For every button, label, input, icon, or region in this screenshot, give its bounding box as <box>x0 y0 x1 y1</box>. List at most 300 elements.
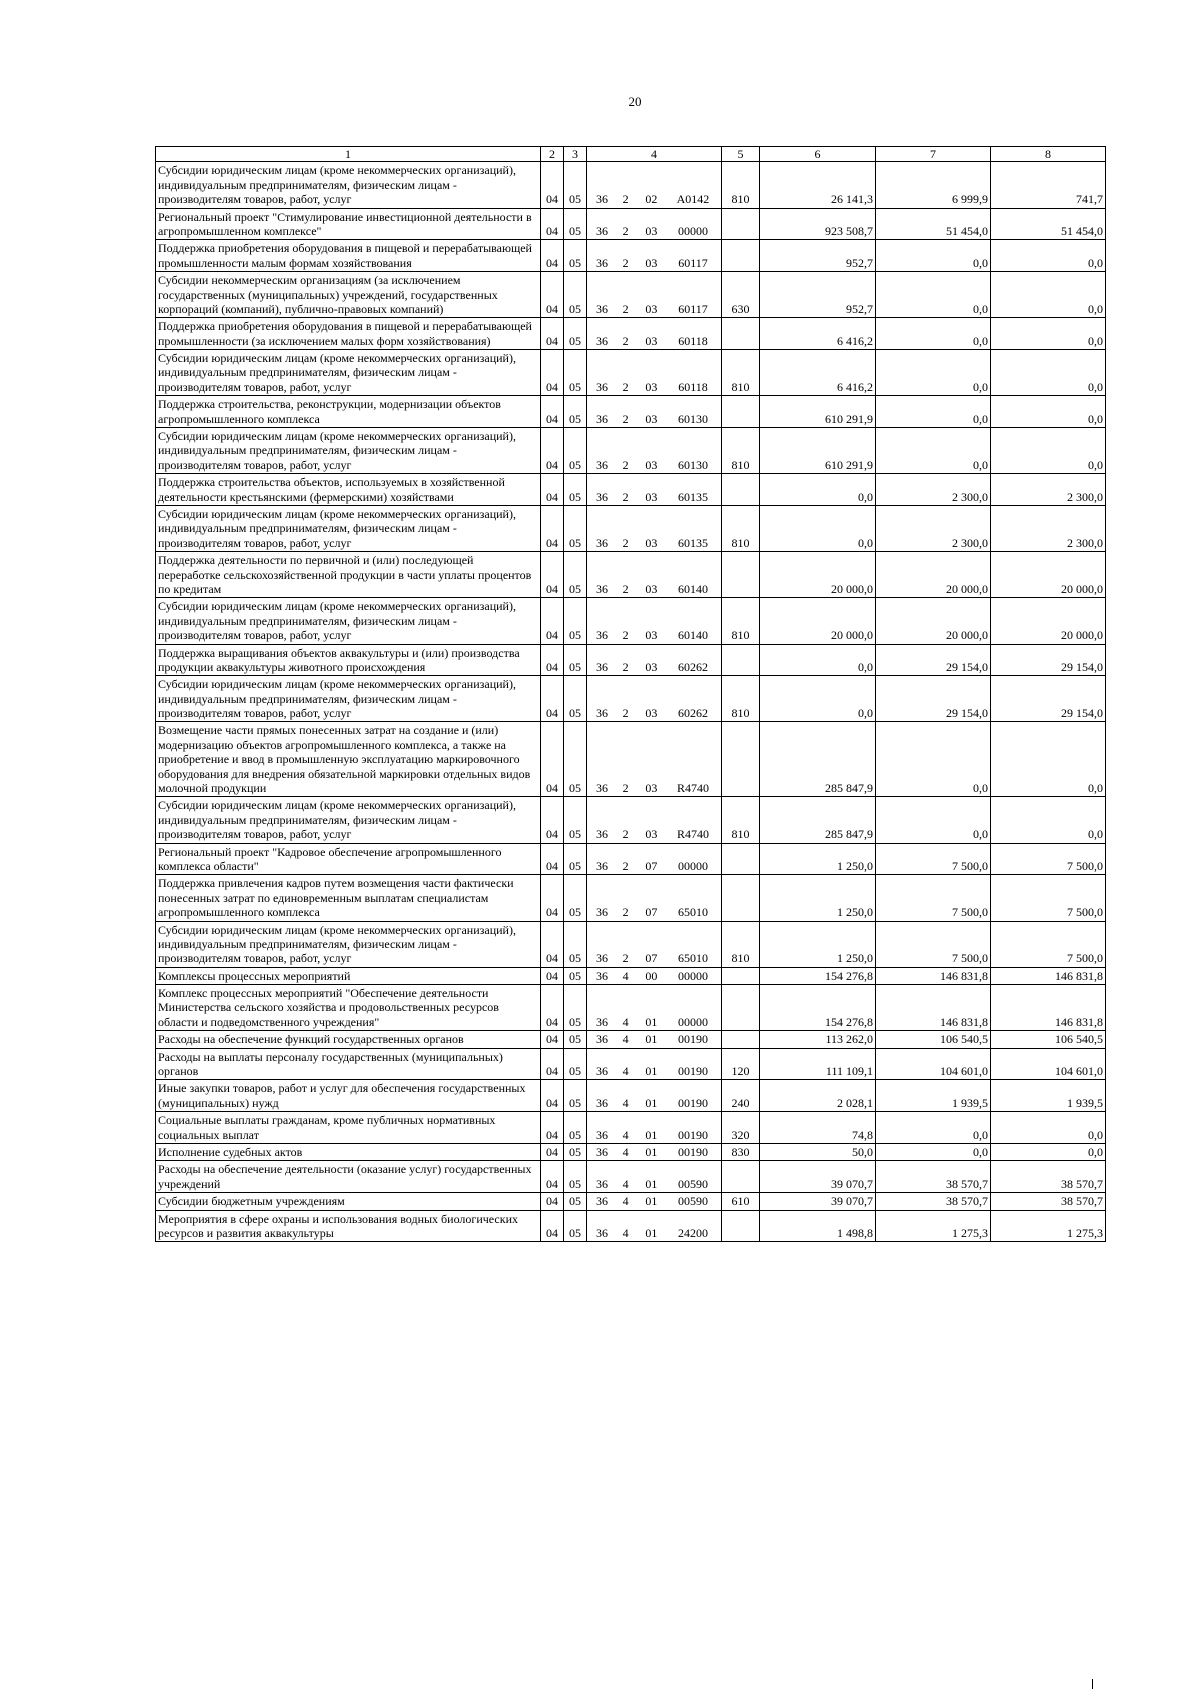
row-name: Социальные выплаты гражданам, кроме публичных нормативных социальных выплат <box>156 1112 541 1144</box>
row-expense-type: 810 <box>722 598 760 644</box>
row-subsection-code: 05 <box>564 208 587 240</box>
row-article-part: 00 <box>645 968 658 983</box>
row-name: Поддержка строительства объектов, используемых в хозяйственной деятельности крестьянскими (фермерскими) хозяйствами <box>156 474 541 506</box>
table-row <box>156 875 1106 921</box>
row-amount-col7: 146 831,8 <box>876 967 991 984</box>
row-article-part: 00590 <box>677 1194 708 1209</box>
row-amount-col6: 39 070,7 <box>760 1193 876 1210</box>
row-article-part: 36 <box>596 951 608 966</box>
table-row <box>156 1112 1106 1144</box>
row-section-code: 04 <box>541 350 564 396</box>
row-section-code: 04 <box>541 272 564 318</box>
row-expense-type: 810 <box>722 676 760 722</box>
row-subsection-code: 05 <box>564 272 587 318</box>
row-name: Поддержка деятельности по первичной и (или) последующей переработке сельскохозяйственной продукции в части уплаты процентов по кредитам <box>156 552 541 598</box>
row-article-part: 2 <box>622 333 629 348</box>
row-amount-col7: 0,0 <box>876 797 991 843</box>
row-target-article <box>587 1144 722 1161</box>
row-amount-col7: 104 601,0 <box>876 1048 991 1080</box>
row-article-part: 00190 <box>677 1145 708 1159</box>
budget-table <box>155 146 1106 1242</box>
row-amount-col7: 106 540,5 <box>876 1031 991 1048</box>
row-expense-type <box>722 967 760 984</box>
table-row <box>156 318 1106 350</box>
row-article-part: 4 <box>622 1095 629 1110</box>
row-article-part: 03 <box>645 706 658 721</box>
row-expense-type <box>722 875 760 921</box>
row-amount-col6: 26 141,3 <box>760 162 876 208</box>
row-target-article <box>587 162 722 208</box>
row-amount-col8: 29 154,0 <box>991 644 1106 676</box>
row-amount-col8: 0,0 <box>991 350 1106 396</box>
row-article-part: 01 <box>645 1064 658 1079</box>
row-amount-col6: 952,7 <box>760 240 876 272</box>
row-article-part: 36 <box>596 581 608 596</box>
row-name: Поддержка привлечения кадров путем возмещения части фактически понесенных затрат по единовременным выплатам специалистам агропромышленного комплекса <box>156 875 541 921</box>
row-article-part: 2 <box>622 827 629 842</box>
row-target-article <box>587 1080 722 1112</box>
row-amount-col7: 7 500,0 <box>876 921 991 967</box>
row-amount-col7: 2 300,0 <box>876 505 991 551</box>
row-section-code: 04 <box>541 598 564 644</box>
row-name: Региональный проект "Кадровое обеспечение агропромышленного комплекса области" <box>156 843 541 875</box>
row-name: Субсидии юридическим лицам (кроме некоммерческих организаций), индивидуальным предпринимателям, физическим лицам - производителям товаров, работ, услуг <box>156 505 541 551</box>
page-number: 20 <box>628 94 642 109</box>
row-amount-col8: 0,0 <box>991 318 1106 350</box>
row-expense-type <box>722 843 760 875</box>
row-amount-col6: 6 416,2 <box>760 318 876 350</box>
row-section-code: 04 <box>541 722 564 797</box>
table-row <box>156 1144 1106 1161</box>
row-article-part: 2 <box>622 858 629 873</box>
row-article-part: 36 <box>596 1064 608 1079</box>
row-subsection-code: 05 <box>564 1112 587 1144</box>
row-amount-col6: 111 109,1 <box>760 1048 876 1080</box>
row-amount-col6: 0,0 <box>760 644 876 676</box>
row-amount-col7: 2 300,0 <box>876 474 991 506</box>
row-subsection-code: 05 <box>564 428 587 474</box>
row-section-code: 04 <box>541 1031 564 1048</box>
row-article-part: 01 <box>645 1014 658 1029</box>
row-article-part: 60140 <box>677 628 708 643</box>
row-amount-col7: 0,0 <box>876 1112 991 1144</box>
row-article-part: 36 <box>596 535 608 550</box>
row-name: Субсидии юридическим лицам (кроме некоммерческих организаций), индивидуальным предпринимателям, физическим лицам - производителям товаров, работ, услуг <box>156 598 541 644</box>
row-article-part: 00190 <box>677 1095 708 1110</box>
row-article-part: 03 <box>645 379 658 394</box>
row-amount-col7: 38 570,7 <box>876 1161 991 1193</box>
row-article-part: 01 <box>645 1145 658 1159</box>
row-amount-col6: 6 416,2 <box>760 350 876 396</box>
row-section-code: 04 <box>541 318 564 350</box>
row-article-part: 2 <box>622 457 629 472</box>
row-article-part: 01 <box>645 1194 658 1209</box>
row-amount-col6: 20 000,0 <box>760 598 876 644</box>
row-target-article <box>587 1161 722 1193</box>
row-article-part: 01 <box>645 1032 658 1047</box>
row-amount-col8: 38 570,7 <box>991 1161 1106 1193</box>
row-article-part: 03 <box>645 659 658 674</box>
row-article-part: 4 <box>622 1014 629 1029</box>
row-article-part: 02 <box>645 192 658 207</box>
row-expense-type: 120 <box>722 1048 760 1080</box>
row-section-code: 04 <box>541 797 564 843</box>
row-target-article <box>587 350 722 396</box>
row-article-part: 4 <box>622 1194 629 1209</box>
row-target-article <box>587 318 722 350</box>
row-article-part: 03 <box>645 411 658 426</box>
row-article-part: 01 <box>645 1095 658 1110</box>
row-article-part: R4740 <box>676 781 709 796</box>
row-subsection-code: 05 <box>564 1048 587 1080</box>
row-amount-col6: 610 291,9 <box>760 428 876 474</box>
row-name: Поддержка приобретения оборудования в пищевой и перерабатывающей промышленности малым формам хозяйствования <box>156 240 541 272</box>
row-amount-col6: 154 276,8 <box>760 967 876 984</box>
row-amount-col8: 0,0 <box>991 272 1106 318</box>
table-row <box>156 208 1106 240</box>
column-header: 3 <box>564 147 587 162</box>
row-target-article <box>587 1112 722 1144</box>
row-amount-col6: 1 498,8 <box>760 1210 876 1242</box>
row-name: Комплексы процессных мероприятий <box>156 967 541 984</box>
row-amount-col8: 38 570,7 <box>991 1193 1106 1210</box>
row-expense-type <box>722 318 760 350</box>
row-amount-col6: 50,0 <box>760 1144 876 1161</box>
row-expense-type <box>722 474 760 506</box>
row-amount-col8: 0,0 <box>991 428 1106 474</box>
row-target-article <box>587 1031 722 1048</box>
column-header: 6 <box>760 147 876 162</box>
row-amount-col8: 741,7 <box>991 162 1106 208</box>
table-row <box>156 1210 1106 1242</box>
column-header: 7 <box>876 147 991 162</box>
table-row <box>156 1161 1106 1193</box>
row-target-article <box>587 722 722 797</box>
row-section-code: 04 <box>541 644 564 676</box>
row-article-part: 36 <box>596 659 608 674</box>
column-header: 5 <box>722 147 760 162</box>
row-article-part: 36 <box>596 489 608 504</box>
row-article-part: 4 <box>622 1064 629 1079</box>
row-subsection-code: 05 <box>564 162 587 208</box>
row-subsection-code: 05 <box>564 921 587 967</box>
row-section-code: 04 <box>541 1112 564 1144</box>
row-name: Комплекс процессных мероприятий "Обеспечение деятельности Министерства сельского хозяйства и продовольственных ресурсов области и подведомственного учреждения" <box>156 985 541 1031</box>
row-article-part: 00000 <box>677 223 708 238</box>
row-article-part: 03 <box>645 301 658 316</box>
row-section-code: 04 <box>541 552 564 598</box>
row-article-part: 00000 <box>677 858 708 873</box>
row-amount-col7: 6 999,9 <box>876 162 991 208</box>
row-article-part: 60135 <box>677 535 708 550</box>
row-amount-col7: 0,0 <box>876 428 991 474</box>
row-subsection-code: 05 <box>564 797 587 843</box>
row-name: Поддержка приобретения оборудования в пищевой и перерабатывающей промышленности (за исключением малых форм хозяйствования) <box>156 318 541 350</box>
row-target-article <box>587 644 722 676</box>
row-target-article <box>587 875 722 921</box>
row-article-part: 36 <box>596 827 608 842</box>
table-row <box>156 676 1106 722</box>
row-article-part: 00000 <box>677 968 708 983</box>
row-article-part: 01 <box>645 1225 658 1240</box>
row-article-part: 2 <box>622 489 629 504</box>
row-target-article <box>587 1193 722 1210</box>
row-amount-col8: 146 831,8 <box>991 967 1106 984</box>
row-article-part: 36 <box>596 255 608 270</box>
row-article-part: 2 <box>622 905 629 920</box>
table-row <box>156 797 1106 843</box>
row-amount-col6: 0,0 <box>760 505 876 551</box>
row-article-part: 2 <box>622 535 629 550</box>
row-amount-col8: 0,0 <box>991 797 1106 843</box>
table-row <box>156 505 1106 551</box>
table-row <box>156 1193 1106 1210</box>
row-expense-type <box>722 1031 760 1048</box>
row-article-part: 36 <box>596 457 608 472</box>
row-amount-col7: 20 000,0 <box>876 598 991 644</box>
row-amount-col7: 1 275,3 <box>876 1210 991 1242</box>
row-amount-col6: 0,0 <box>760 474 876 506</box>
table-row <box>156 162 1106 208</box>
row-name: Расходы на выплаты персоналу государственных (муниципальных) органов <box>156 1048 541 1080</box>
row-article-part: 03 <box>645 489 658 504</box>
row-amount-col6: 39 070,7 <box>760 1161 876 1193</box>
row-expense-type: 810 <box>722 350 760 396</box>
row-target-article <box>587 240 722 272</box>
row-amount-col8: 20 000,0 <box>991 598 1106 644</box>
row-article-part: 60118 <box>678 333 708 348</box>
row-article-part: 65010 <box>677 951 708 966</box>
row-expense-type <box>722 644 760 676</box>
row-expense-type <box>722 240 760 272</box>
row-article-part: 03 <box>645 255 658 270</box>
row-article-part: 36 <box>596 1014 608 1029</box>
row-name: Субсидии некоммерческим организациям (за исключением государственных (муниципальных) учреждений, государственных корпораций (компаний), публично-правовых компаний) <box>156 272 541 318</box>
row-article-part: 36 <box>596 905 608 920</box>
column-header: 8 <box>991 147 1106 162</box>
row-article-part: 03 <box>645 457 658 472</box>
row-article-part: 00190 <box>677 1032 708 1047</box>
row-amount-col8: 20 000,0 <box>991 552 1106 598</box>
row-target-article <box>587 208 722 240</box>
row-amount-col6: 1 250,0 <box>760 921 876 967</box>
row-name: Субсидии юридическим лицам (кроме некоммерческих организаций), индивидуальным предпринимателям, физическим лицам - производителям товаров, работ, услуг <box>156 921 541 967</box>
row-article-part: 60140 <box>677 581 708 596</box>
table-row <box>156 272 1106 318</box>
row-amount-col8: 0,0 <box>991 722 1106 797</box>
row-article-part: 4 <box>622 1145 629 1159</box>
row-article-part: 03 <box>645 827 658 842</box>
scan-mark <box>1092 1679 1093 1689</box>
row-article-part: 36 <box>596 1145 608 1159</box>
row-article-part: 4 <box>622 968 629 983</box>
row-name: Субсидии юридическим лицам (кроме некоммерческих организаций), индивидуальным предпринимателям, физическим лицам - производителям товаров, работ, услуг <box>156 428 541 474</box>
row-target-article <box>587 272 722 318</box>
row-target-article <box>587 843 722 875</box>
row-target-article <box>587 396 722 428</box>
row-target-article <box>587 598 722 644</box>
row-target-article <box>587 676 722 722</box>
row-subsection-code: 05 <box>564 967 587 984</box>
row-amount-col8: 0,0 <box>991 396 1106 428</box>
row-amount-col8: 29 154,0 <box>991 676 1106 722</box>
row-expense-type <box>722 722 760 797</box>
row-subsection-code: 05 <box>564 240 587 272</box>
row-amount-col8: 0,0 <box>991 1112 1106 1144</box>
row-name: Региональный проект "Стимулирование инвестиционной деятельности в агропромышленном комплексе" <box>156 208 541 240</box>
row-target-article <box>587 797 722 843</box>
row-article-part: 01 <box>645 1176 658 1191</box>
row-amount-col7: 51 454,0 <box>876 208 991 240</box>
table-header-row <box>156 147 1106 162</box>
row-article-part: 36 <box>596 333 608 348</box>
row-expense-type: 630 <box>722 272 760 318</box>
row-article-part: 4 <box>622 1225 629 1240</box>
column-header: 2 <box>541 147 564 162</box>
table-row <box>156 552 1106 598</box>
row-article-part: 00590 <box>677 1176 708 1191</box>
row-article-part: 65010 <box>677 905 708 920</box>
row-article-part: 2 <box>622 781 629 796</box>
row-article-part: 2 <box>622 951 629 966</box>
row-article-part: А0142 <box>676 192 710 207</box>
row-amount-col8: 1 275,3 <box>991 1210 1106 1242</box>
row-section-code: 04 <box>541 162 564 208</box>
row-article-part: 36 <box>596 192 608 207</box>
table-row <box>156 644 1106 676</box>
table-row <box>156 985 1106 1031</box>
row-article-part: 36 <box>596 858 608 873</box>
row-name: Поддержка выращивания объектов аквакультуры и (или) производства продукции аквакультуры животного происхождения <box>156 644 541 676</box>
row-section-code: 04 <box>541 1161 564 1193</box>
row-amount-col8: 0,0 <box>991 1144 1106 1161</box>
row-subsection-code: 05 <box>564 350 587 396</box>
row-section-code: 04 <box>541 967 564 984</box>
row-article-part: 4 <box>622 1176 629 1191</box>
row-article-part: 2 <box>622 301 629 316</box>
row-article-part: 60262 <box>677 706 708 721</box>
row-section-code: 04 <box>541 505 564 551</box>
row-amount-col6: 610 291,9 <box>760 396 876 428</box>
row-article-part: 03 <box>645 535 658 550</box>
row-subsection-code: 05 <box>564 843 587 875</box>
row-subsection-code: 05 <box>564 505 587 551</box>
row-expense-type: 810 <box>722 921 760 967</box>
row-amount-col8: 51 454,0 <box>991 208 1106 240</box>
row-name: Расходы на обеспечение функций государственных органов <box>156 1031 541 1048</box>
row-article-part: 36 <box>596 379 608 394</box>
row-amount-col6: 74,8 <box>760 1112 876 1144</box>
row-section-code: 04 <box>541 676 564 722</box>
row-name: Иные закупки товаров, работ и услуг для обеспечения государственных (муниципальных) нужд <box>156 1080 541 1112</box>
row-amount-col7: 146 831,8 <box>876 985 991 1031</box>
row-article-part: 03 <box>645 581 658 596</box>
table-row <box>156 722 1106 797</box>
row-section-code: 04 <box>541 396 564 428</box>
row-subsection-code: 05 <box>564 552 587 598</box>
row-amount-col7: 0,0 <box>876 350 991 396</box>
row-amount-col7: 0,0 <box>876 396 991 428</box>
row-subsection-code: 05 <box>564 644 587 676</box>
row-article-part: 36 <box>596 1225 608 1240</box>
row-target-article <box>587 428 722 474</box>
row-article-part: 2 <box>622 223 629 238</box>
row-article-part: 60117 <box>678 255 708 270</box>
row-subsection-code: 05 <box>564 1210 587 1242</box>
row-amount-col8: 1 939,5 <box>991 1080 1106 1112</box>
row-amount-col6: 20 000,0 <box>760 552 876 598</box>
row-expense-type <box>722 396 760 428</box>
row-article-part: 36 <box>596 968 608 983</box>
row-amount-col7: 0,0 <box>876 318 991 350</box>
row-article-part: 60130 <box>677 411 708 426</box>
row-subsection-code: 05 <box>564 1144 587 1161</box>
row-section-code: 04 <box>541 1210 564 1242</box>
row-name: Субсидии юридическим лицам (кроме некоммерческих организаций), индивидуальным предпринимателям, физическим лицам - производителям товаров, работ, услуг <box>156 162 541 208</box>
row-article-part: 03 <box>645 333 658 348</box>
row-name: Мероприятия в сфере охраны и использования водных биологических ресурсов и развития аквакультуры <box>156 1210 541 1242</box>
row-section-code: 04 <box>541 1144 564 1161</box>
row-section-code: 04 <box>541 240 564 272</box>
row-article-part: 60135 <box>677 489 708 504</box>
row-section-code: 04 <box>541 843 564 875</box>
row-subsection-code: 05 <box>564 1031 587 1048</box>
row-article-part: 00000 <box>677 1014 708 1029</box>
row-article-part: 36 <box>596 301 608 316</box>
table-row <box>156 1031 1106 1048</box>
row-article-part: 2 <box>622 411 629 426</box>
row-subsection-code: 05 <box>564 474 587 506</box>
row-subsection-code: 05 <box>564 875 587 921</box>
row-section-code: 04 <box>541 1193 564 1210</box>
row-expense-type <box>722 1161 760 1193</box>
table-row <box>156 1048 1106 1080</box>
row-amount-col8: 2 300,0 <box>991 474 1106 506</box>
row-expense-type <box>722 208 760 240</box>
row-amount-col8: 2 300,0 <box>991 505 1106 551</box>
row-subsection-code: 05 <box>564 985 587 1031</box>
row-subsection-code: 05 <box>564 598 587 644</box>
row-article-part: 2 <box>622 706 629 721</box>
row-article-part: 24200 <box>677 1225 708 1240</box>
row-amount-col8: 7 500,0 <box>991 875 1106 921</box>
row-article-part: 2 <box>622 192 629 207</box>
row-article-part: 36 <box>596 1176 608 1191</box>
row-article-part: 36 <box>596 411 608 426</box>
row-amount-col7: 38 570,7 <box>876 1193 991 1210</box>
row-target-article <box>587 474 722 506</box>
row-name: Поддержка строительства, реконструкции, модернизации объектов агропромышленного комплекса <box>156 396 541 428</box>
row-expense-type: 610 <box>722 1193 760 1210</box>
row-section-code: 04 <box>541 428 564 474</box>
row-article-part: 4 <box>622 1127 629 1142</box>
table-row <box>156 396 1106 428</box>
row-article-part: 36 <box>596 1127 608 1142</box>
row-expense-type: 240 <box>722 1080 760 1112</box>
row-amount-col6: 154 276,8 <box>760 985 876 1031</box>
column-header: 1 <box>156 147 541 162</box>
row-expense-type: 810 <box>722 428 760 474</box>
row-article-part: 4 <box>622 1032 629 1047</box>
row-amount-col7: 29 154,0 <box>876 676 991 722</box>
row-article-part: 07 <box>645 858 658 873</box>
row-section-code: 04 <box>541 474 564 506</box>
row-amount-col7: 7 500,0 <box>876 843 991 875</box>
row-amount-col6: 952,7 <box>760 272 876 318</box>
row-expense-type <box>722 1210 760 1242</box>
row-section-code: 04 <box>541 875 564 921</box>
row-article-part: R4740 <box>676 827 709 842</box>
